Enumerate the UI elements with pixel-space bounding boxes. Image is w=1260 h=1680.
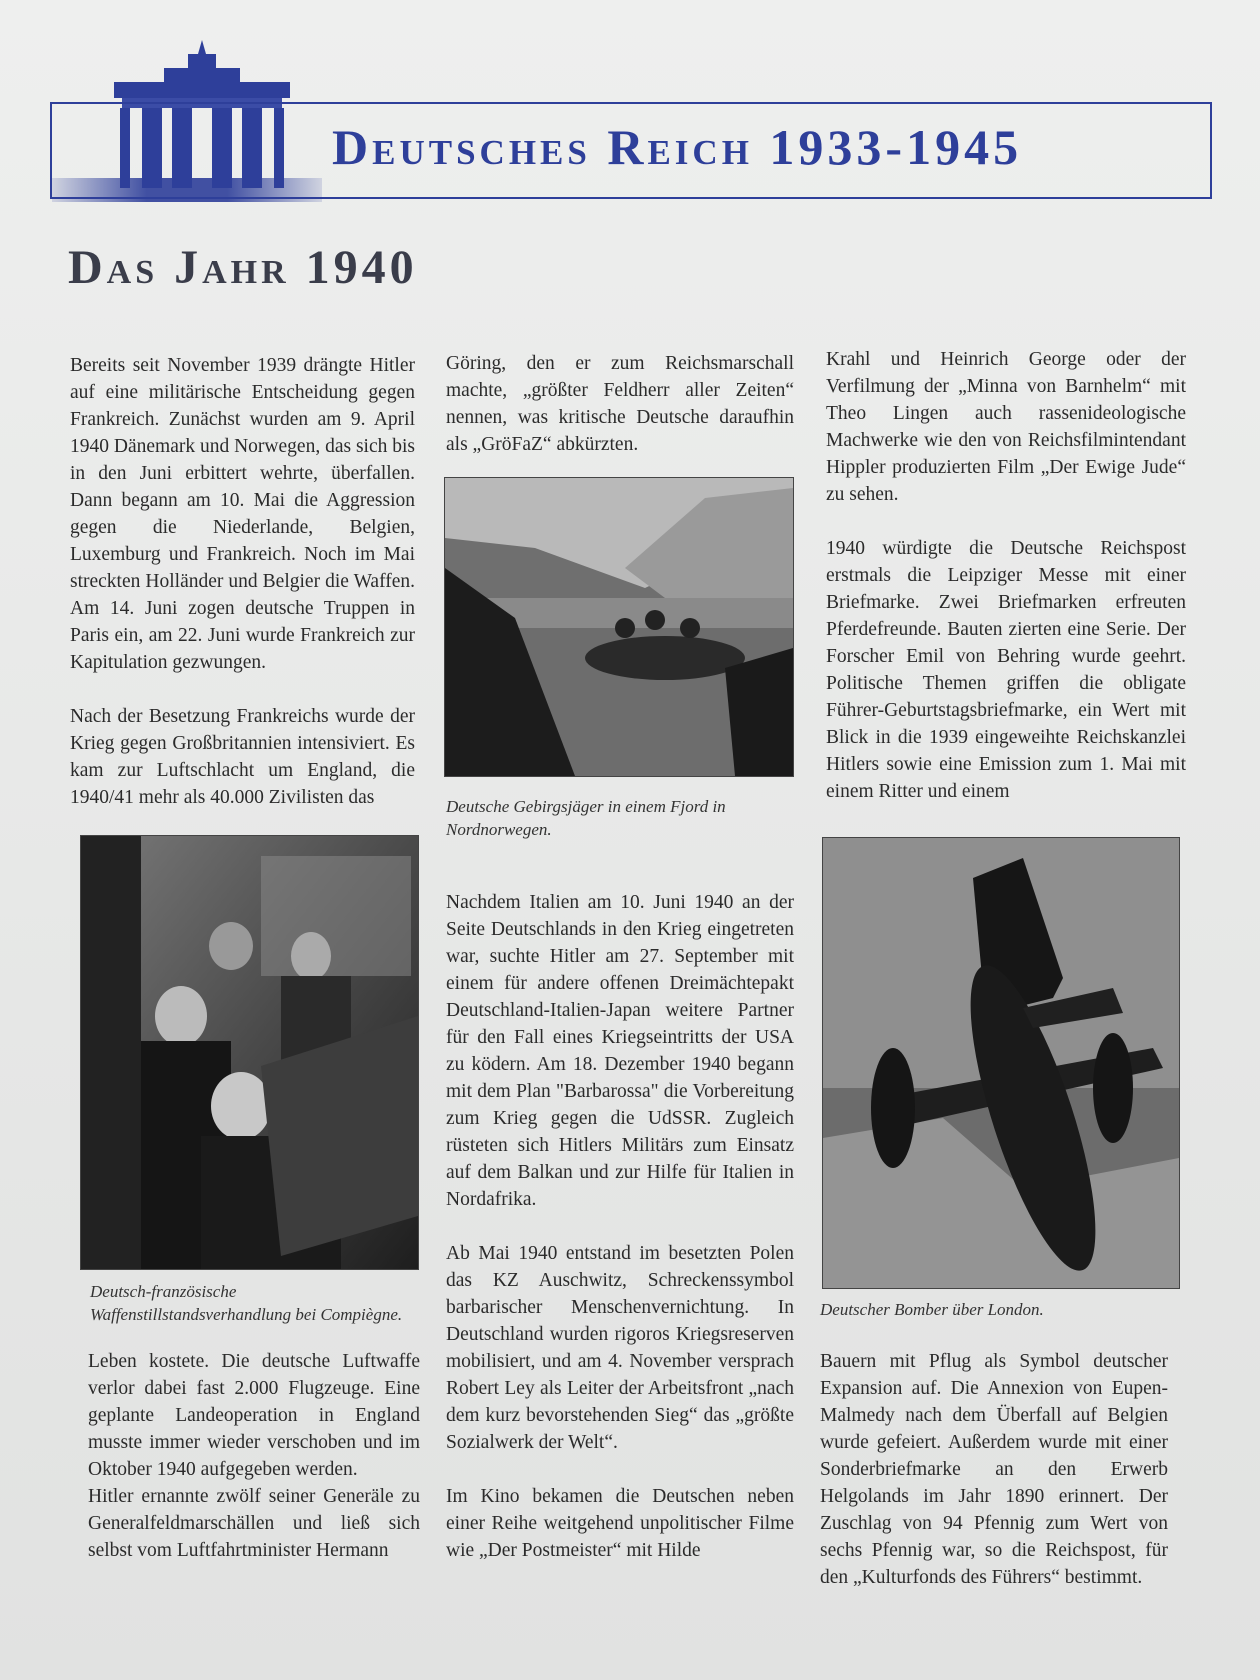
photo-bomber-over-london xyxy=(822,837,1180,1289)
paragraph: Nachdem Italien am 10. Juni 1940 an der Seite Deutschlands in den Krieg eingetreten war, suchte Hitler am 27. September mit einem für andere offenen Dreimächtepakt Deutschland-Italien-Japan weitere Partner für den Fall eines Kriegseintritts der USA zu ködern. Am 18. Dezember 1940 begann mit dem Plan "Barbarossa" die Vorbereitung zum Krieg gegen die UdSSR. Zugleich rüsteten sich Hitlers Militärs zum Einsatz auf dem Balkan und zur Hilfe für Italien in Nordafrika. xyxy=(446,892,794,1210)
paragraph: Leben kostete. Die deutsche Luftwaffe verlor dabei fast 2.000 Flugzeuge. Eine geplante Landeoperation in England musste immer wieder verschoben und im Oktober 1940 aufgegeben werden. xyxy=(88,1351,420,1480)
paragraph: Nach der Besetzung Frankreichs wurde der Krieg gegen Großbritannien intensiviert. Es kam zur Luftschlacht um England, die 1940/41 mehr als 40.000 Zivilisten das xyxy=(70,706,415,808)
paragraph: 1940 würdigte die Deutsche Reichspost erstmals die Leipziger Messe mit einer Briefmarke. Zwei Briefmarken erfreuten Pferdefreunde. Bauten zierten eine Serie. Der Forscher Emil von Behring wurde geehrt. Politische Themen griffen die obligate Führer-Geburtstagsbriefmarke, ein Wert mit Blick in die 1939 eingeweihte Reichskanzlei Hitlers sowie eine Emission zum 1. Mai mit einem Ritter und einem xyxy=(826,538,1186,802)
paragraph: Hitler ernannte zwölf seiner Generäle zu Generalfeldmarschällen und ließ sich selbst vom Luftfahrtminister Hermann xyxy=(88,1486,420,1561)
paragraph: Ab Mai 1940 entstand im besetzten Polen das KZ Auschwitz, Schreckenssymbol barbarischer Menschenvernichtung. In Deutschland wurden rigoros Kriegsreserven mobilisiert, und am 4. November versprach Robert Ley als Leiter der Arbeitsfront „nach dem kurz bevorstehenden Sieg“ das „größte Sozialwerk der Welt“. xyxy=(446,1243,794,1453)
paragraph: Bauern mit Pflug als Symbol deutscher Expansion auf. Die Annexion von Eupen-Malmedy nach dem Überfall auf Belgien wurde gefeiert. Außerdem wurde mit einer Sonderbriefmarke an den Erwerb Helgolands im Jahr 1890 erinnert. Der Zuschlag von 94 Pfennig zum Wert von sechs Pfennig war, so die Reichspost, für den „Kulturfonds des Führers“ bestimmt. xyxy=(820,1351,1168,1588)
column-1-top xyxy=(70,352,415,838)
photo-armistice-negotiation xyxy=(80,835,419,1270)
armistice-photo-image xyxy=(81,836,418,1269)
column-3-bottom xyxy=(820,1348,1168,1618)
paragraph: Krahl und Heinrich George oder der Verfilmung der „Minna von Barnhelm“ mit Theo Lingen auch rassenideologische Machwerke wie den von Reichsfilmintendant Hippler produzierten Film „Der Ewige Jude“ zu sehen. xyxy=(826,349,1186,505)
caption-bomber: Deutscher Bomber über London. xyxy=(820,1300,1044,1319)
column-2-top xyxy=(446,350,794,485)
caption-fjord: Deutsche Gebirgsjäger in einem Fjord in Nordnorwegen. xyxy=(446,797,726,839)
fjord-photo-image xyxy=(445,478,793,776)
column-3-top xyxy=(826,346,1186,832)
caption-armistice: Deutsch-französische Waffenstillstandsverhandlung bei Compiègne. xyxy=(90,1282,403,1324)
paragraph: Bereits seit November 1939 drängte Hitler auf eine militärische Entscheidung gegen Frankreich. Zunächst wurden am 9. April 1940 Dänemark und Norwegen, das sich bis in den Juni erbittert wehrte, überfallen. Dann begann am 10. Mai die Aggression gegen die Niederlande, Belgien, Luxemburg und Frankreich. Noch im Mai streckten Holländer und Belgier die Waffen. Am 14. Juni zogen deutsche Truppen in Paris ein, am 22. Juni wurde Frankreich zur Kapitulation gezwungen. xyxy=(70,355,415,673)
photo-mountain-troops-fjord xyxy=(444,477,794,777)
paragraph: Göring, den er zum Reichsmarschall machte, „größter Feldherr aller Zeiten“ nennen, was kritische Deutsche daraufhin als „GröFaZ“ abkürzten. xyxy=(446,353,794,455)
column-1-bottom xyxy=(88,1348,420,1591)
column-2-bottom xyxy=(446,889,794,1591)
bomber-photo-image xyxy=(823,838,1179,1288)
page-title: Deutsches Reich 1933-1945 xyxy=(332,119,1023,175)
section-title: Das Jahr 1940 xyxy=(68,241,418,294)
paragraph: Im Kino bekamen die Deutschen neben einer Reihe weitgehend unpolitischer Filme wie „Der Postmeister“ mit Hilde xyxy=(446,1486,794,1561)
